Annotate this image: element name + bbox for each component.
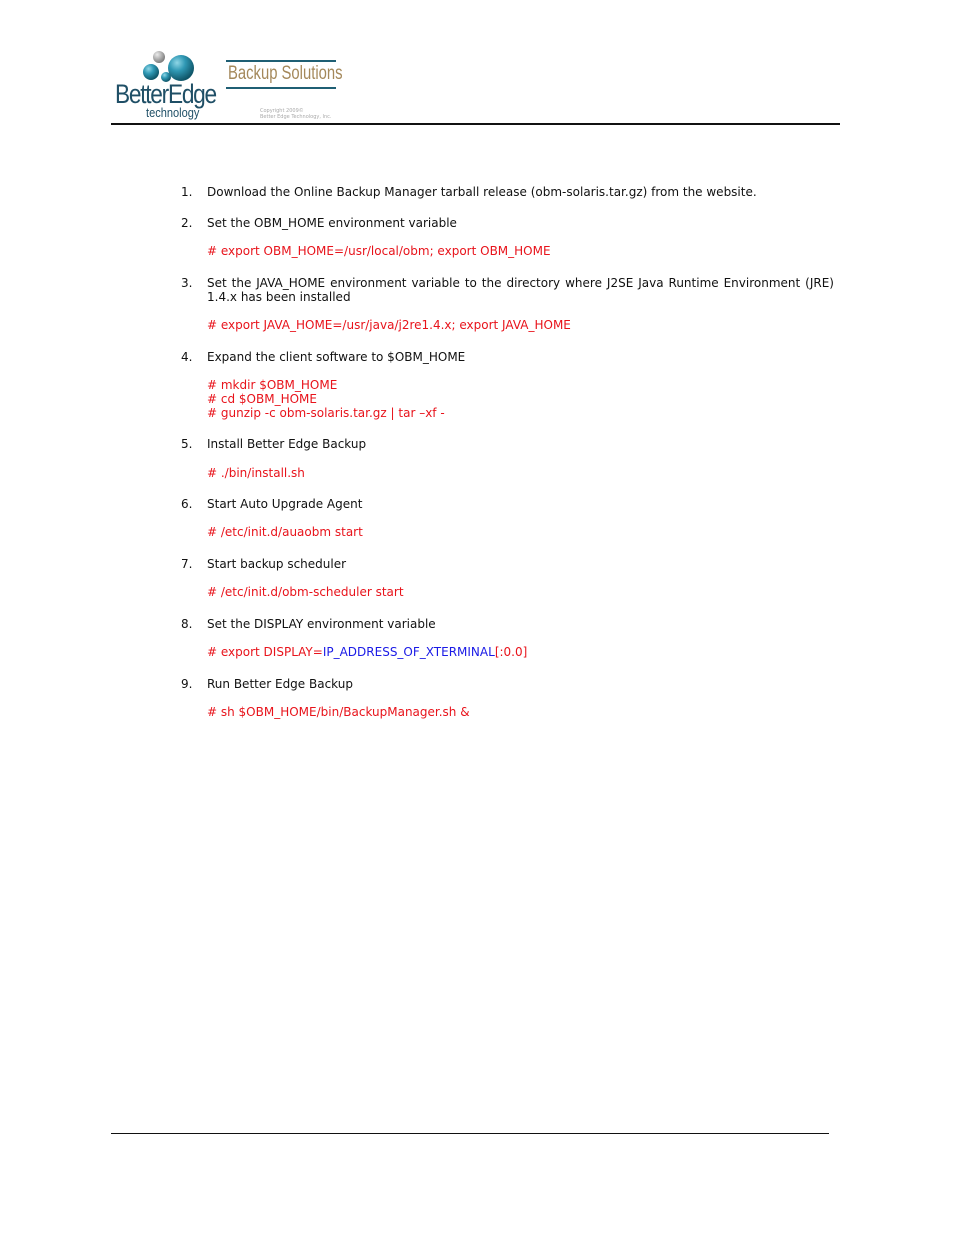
step-text: Start backup scheduler xyxy=(207,557,347,571)
brand-subtitle: technology xyxy=(146,105,200,120)
step-text: Expand the client software to $OBM_HOME xyxy=(207,350,466,364)
product-name: Backup Solutions xyxy=(228,63,343,84)
command-variable: IP_ADDRESS_OF_XTERMINAL xyxy=(322,645,495,659)
step-number: 9. xyxy=(181,677,193,691)
copyright-line-2: Better Edge Technology, Inc. xyxy=(260,114,332,120)
product-rule-bottom xyxy=(226,87,336,89)
step-number: 4. xyxy=(181,350,193,364)
step-number: 1. xyxy=(181,185,193,199)
command-line: # export OBM_HOME=/usr/local/obm; export OBM_HOME xyxy=(207,244,551,258)
copyright-line-1: Copyright 2009© xyxy=(260,108,304,114)
command-line: # mkdir $OBM_HOME xyxy=(207,378,338,392)
display-command-line xyxy=(207,645,527,659)
step-number: 6. xyxy=(181,497,193,511)
step-text: Set the JAVA_HOME environment variable to the directory where J2SE Java Runtime Environment (JRE) 1.4.x has been installed xyxy=(207,276,834,304)
step-number: 5. xyxy=(181,437,193,451)
step-number: 8. xyxy=(181,617,193,631)
footer-divider xyxy=(111,1133,829,1134)
command-prefix: # export DISPLAY= xyxy=(207,645,323,659)
step-text: Start Auto Upgrade Agent xyxy=(207,497,363,511)
command-line: # gunzip -c obm-solaris.tar.gz | tar –xf - xyxy=(207,406,445,420)
step-number: 7. xyxy=(181,557,193,571)
product-rule-top xyxy=(226,60,336,62)
command-line: # ./bin/install.sh xyxy=(207,466,305,480)
step-number: 3. xyxy=(181,276,193,290)
step-text: Set the OBM_HOME environment variable xyxy=(207,216,457,230)
header-divider xyxy=(111,123,840,125)
step-text: Download the Online Backup Manager tarball release (obm-solaris.tar.gz) from the website. xyxy=(207,185,757,199)
command-line: # /etc/init.d/auaobm start xyxy=(207,525,363,539)
page-header xyxy=(111,48,840,124)
command-line: # cd $OBM_HOME xyxy=(207,392,317,406)
step-text: Run Better Edge Backup xyxy=(207,677,353,691)
command-line: # sh $OBM_HOME/bin/BackupManager.sh & xyxy=(207,705,470,719)
command-line: # /etc/init.d/obm-scheduler start xyxy=(207,585,404,599)
command-line: # export JAVA_HOME=/usr/java/j2re1.4.x; export JAVA_HOME xyxy=(207,318,571,332)
brand-name: BetterEdge xyxy=(115,79,216,109)
step-number: 2. xyxy=(181,216,193,230)
step-text: Set the DISPLAY environment variable xyxy=(207,617,436,631)
command-suffix: [:0.0] xyxy=(494,645,528,659)
step-text: Install Better Edge Backup xyxy=(207,437,367,451)
